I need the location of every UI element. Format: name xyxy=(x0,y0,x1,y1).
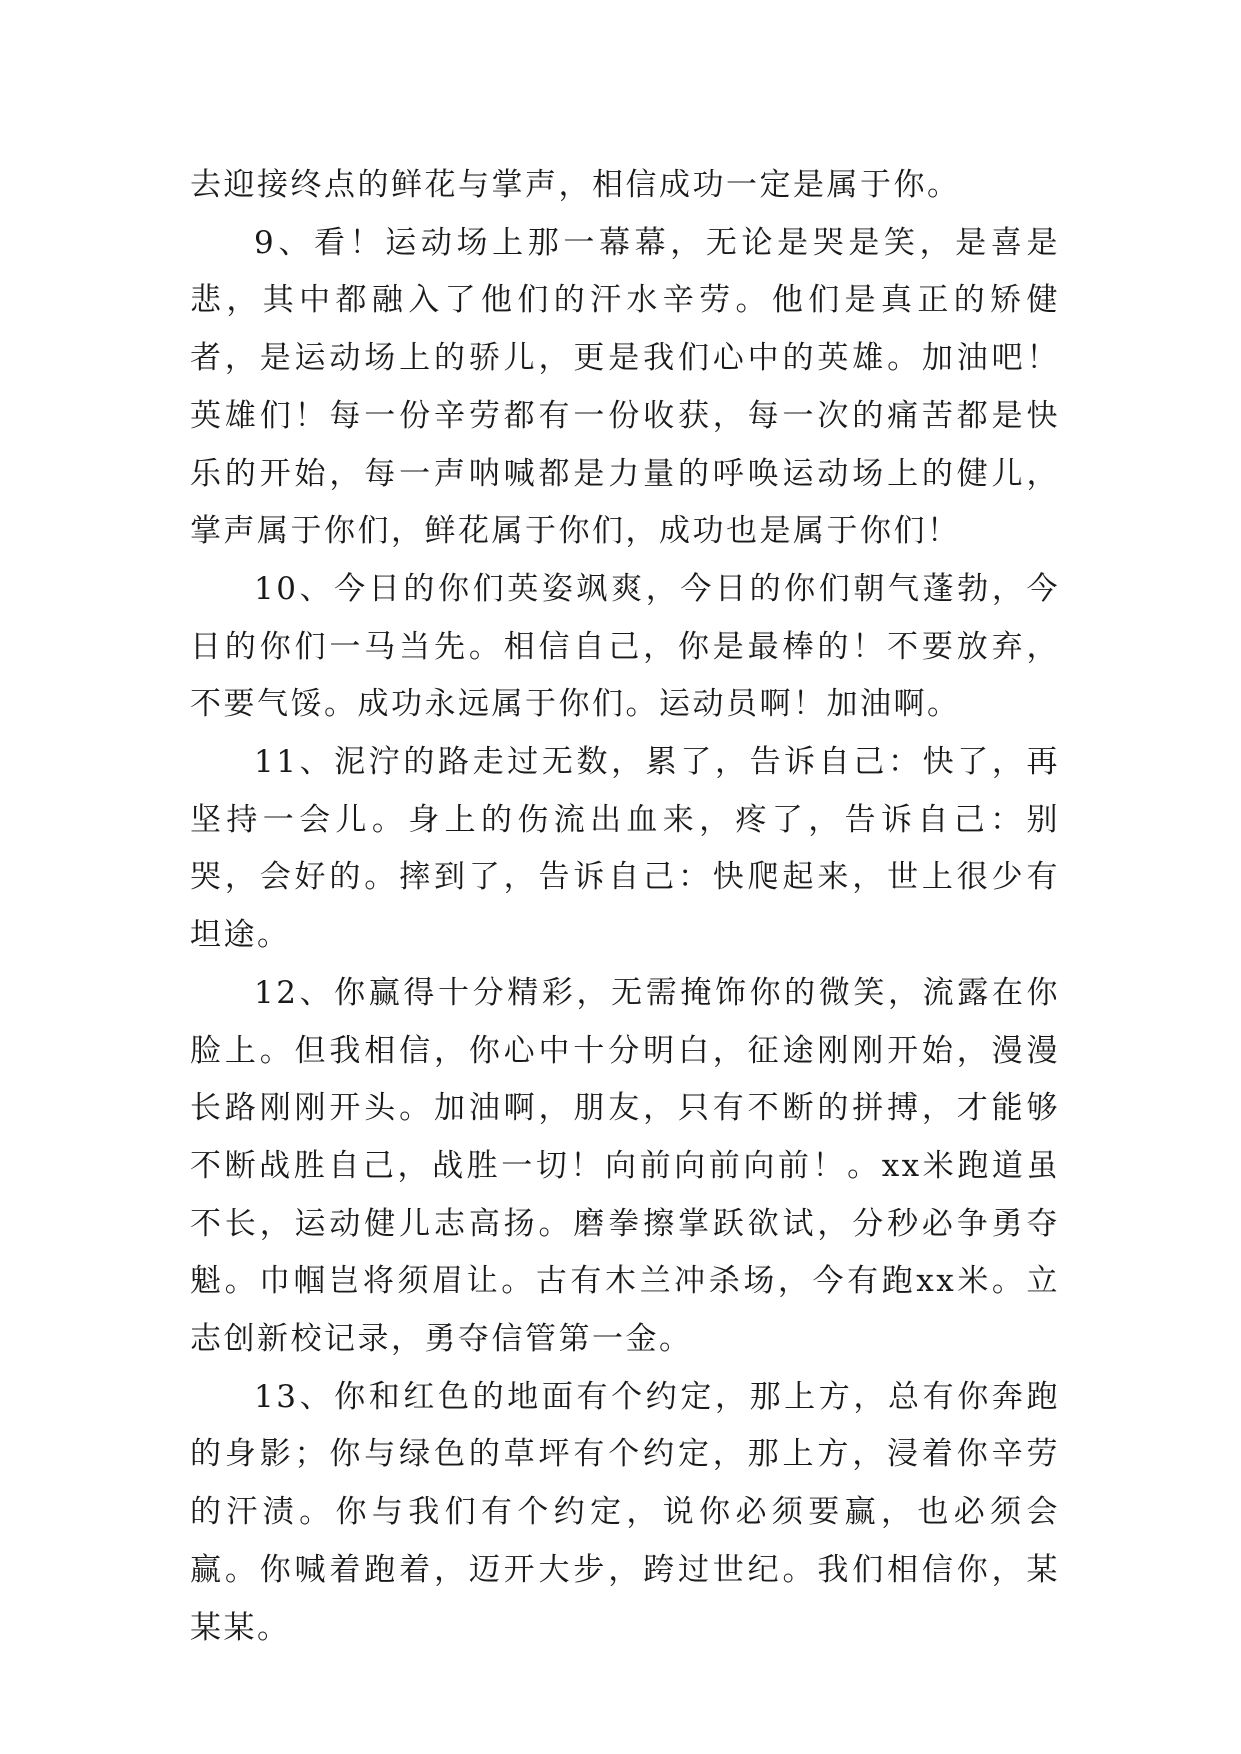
paragraph-9: 9、看！运动场上那一幕幕，无论是哭是笑，是喜是悲，其中都融入了他们的汗水辛劳。他们是真正的矫健者，是运动场上的骄儿，更是我们心中的英雄。加油吧！英雄们！每一份辛劳都有一份收获，每一次的痛苦都是快乐的开始，每一声呐喊都是力量的呼唤运动场上的健儿，掌声属于你们，鲜花属于你们，成功也是属于你们！ xyxy=(190,224,1060,550)
document-body xyxy=(190,157,1060,1657)
paragraph-11: 11、泥泞的路走过无数，累了，告诉自己：快了，再坚持一会儿。身上的伤流出血来，疼了，告诉自己：别哭，会好的。摔到了，告诉自己：快爬起来，世上很少有坦途。 xyxy=(190,744,1060,954)
paragraph-12: 12、你赢得十分精彩，无需掩饰你的微笑，流露在你脸上。但我相信，你心中十分明白，征途刚刚开始，漫漫长路刚刚开头。加油啊，朋友，只有不断的拼搏，才能够不断战胜自己，战胜一切！向前向前向前！。xx米跑道虽不长，运动健儿志高扬。磨拳擦掌跃欲试，分秒必争勇夺魁。巾帼岂将须眉让。古有木兰冲杀场，今有跑xx米。立志创新校记录，勇夺信管第一金。 xyxy=(190,974,1060,1358)
paragraph-continuation: 去迎接终点的鲜花与掌声，相信成功一定是属于你。 xyxy=(190,167,961,203)
paragraph-13: 13、你和红色的地面有个约定，那上方，总有你奔跑的身影；你与绿色的草坪有个约定，那上方，浸着你辛劳的汗渍。你与我们有个约定，说你必须要赢，也必须会赢。你喊着跑着，迈开大步，跨过世纪。我们相信你，某某某。 xyxy=(190,1378,1060,1646)
paragraph-10: 10、今日的你们英姿飒爽，今日的你们朝气蓬勃，今日的你们一马当先。相信自己，你是最棒的！不要放弃，不要气馁。成功永远属于你们。运动员啊！加油啊。 xyxy=(190,570,1060,723)
